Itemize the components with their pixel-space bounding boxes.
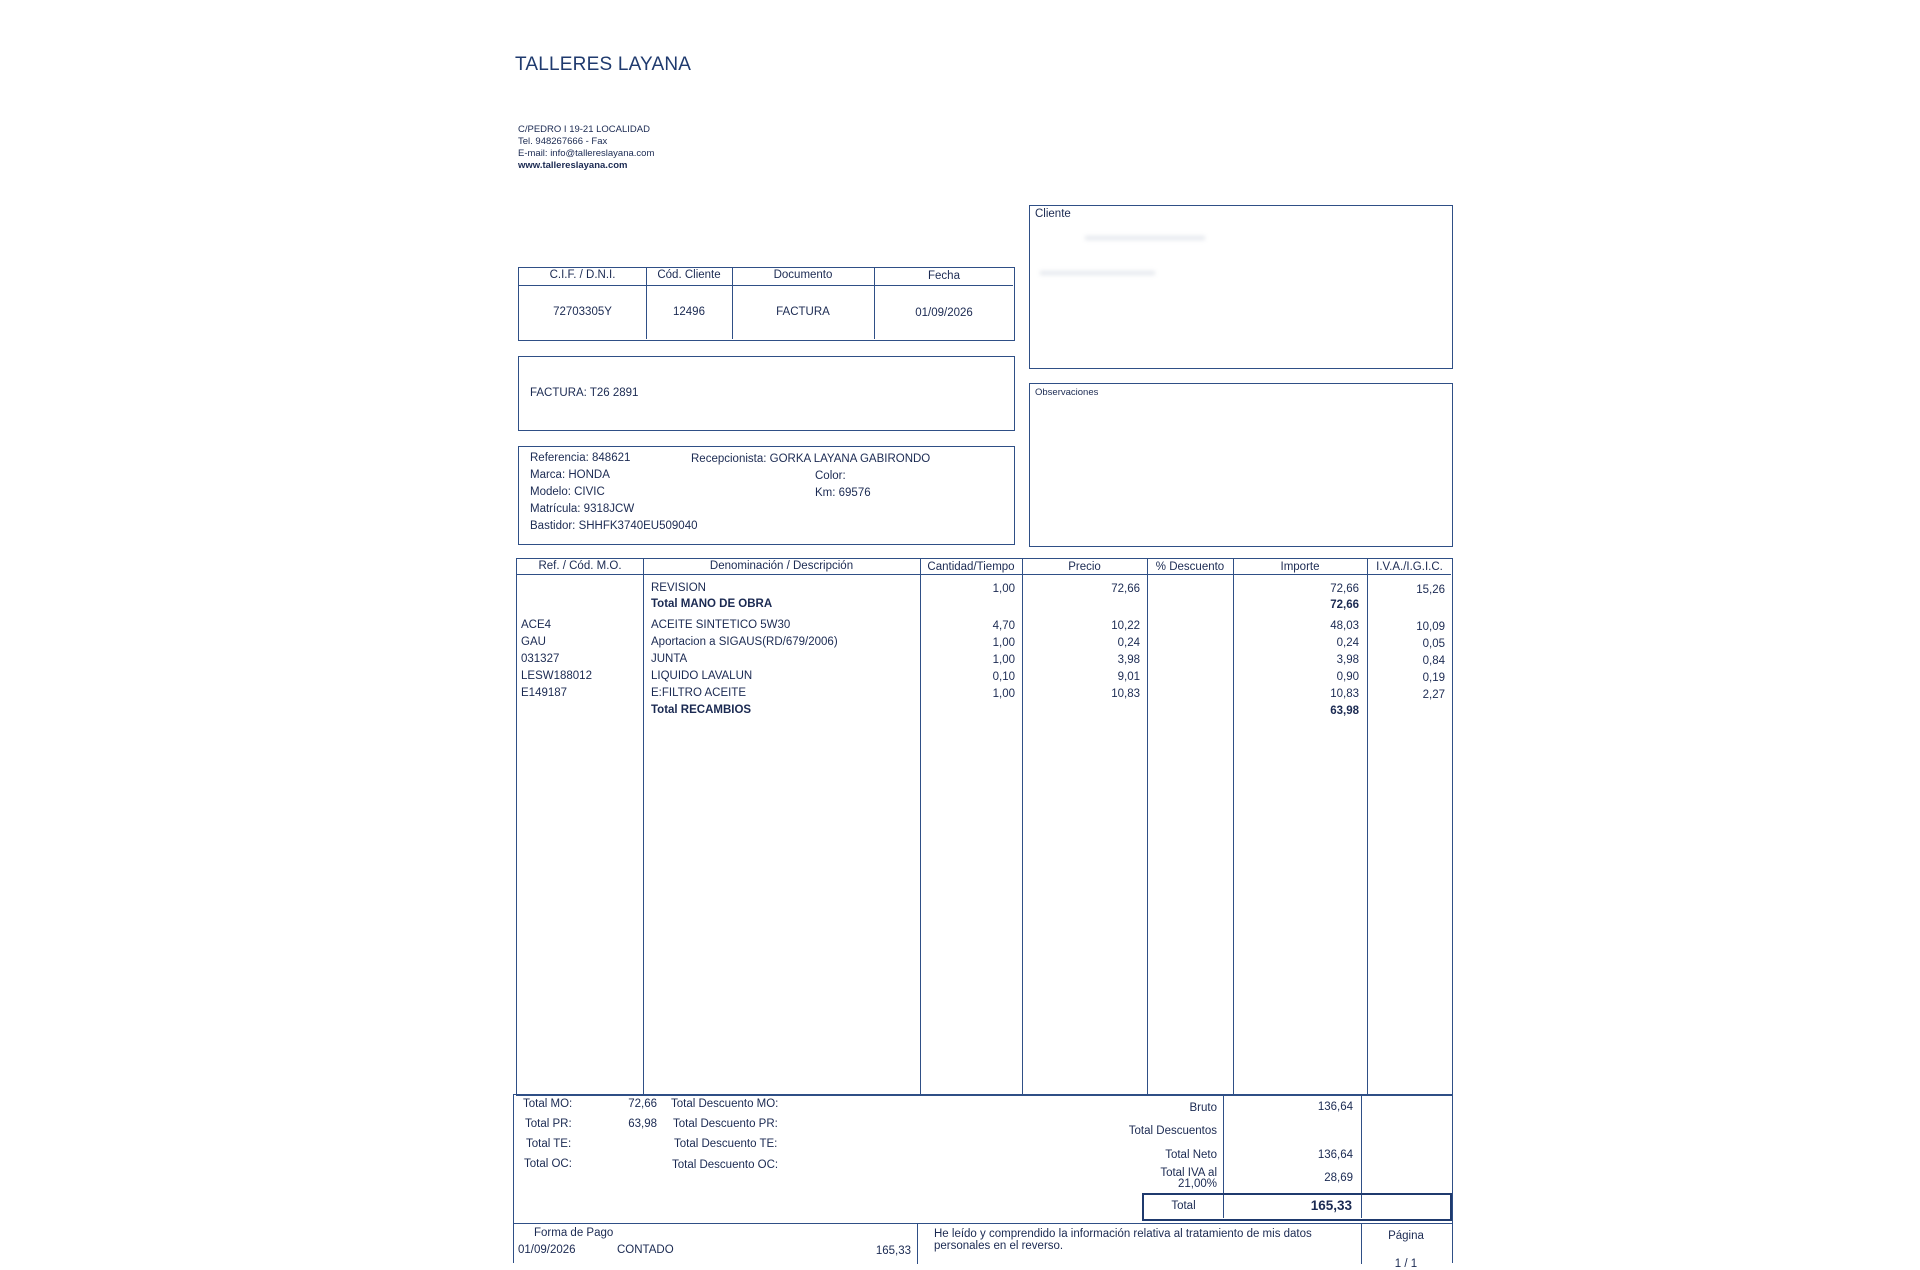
grand-total-label: Total: [1171, 1200, 1196, 1212]
row-desc: REVISION: [651, 582, 706, 594]
observations-label: Observaciones: [1035, 387, 1099, 398]
col-desc-header: Denominación / Descripción: [709, 560, 854, 572]
privacy-text-line1: He leído y comprendido la información relativa al tratamiento de mis datos: [934, 1228, 1312, 1240]
grand-total-box: [1142, 1193, 1452, 1221]
header-documento-label: Documento: [773, 269, 833, 281]
iva-rate: 21,00%: [1177, 1178, 1217, 1190]
company-phone: Tel. 948267666 - Fax: [518, 136, 608, 147]
row-qty: 1,00: [992, 654, 1015, 666]
vehicle-marca: Marca: HONDA: [530, 469, 610, 481]
vehicle-color: Color:: [815, 470, 846, 482]
total-pr-value: 63,98: [628, 1118, 657, 1130]
total-desc-te-label: Total Descuento TE:: [674, 1138, 778, 1150]
company-web: www.tallereslayana.com: [518, 160, 628, 171]
invoice-number: FACTURA: T26 2891: [530, 387, 639, 399]
total-mo-label: Total MO:: [523, 1098, 573, 1110]
row-ref: LESW188012: [521, 670, 592, 682]
client-box: [1029, 205, 1453, 369]
row-vat: 2,27: [1422, 689, 1445, 701]
iva-label: Total IVA al: [1160, 1167, 1217, 1179]
row-qty: 1,00: [992, 637, 1015, 649]
totals-section: [513, 1094, 1453, 1224]
row-desc: JUNTA: [651, 653, 688, 665]
bruto-value: 136,64: [1317, 1101, 1353, 1113]
row-desc: Aportacion a SIGAUS(RD/679/2006): [651, 636, 838, 648]
col-vat-header: I.V.A./I.G.I.C.: [1376, 561, 1443, 573]
header-cif-value: 72703305Y: [553, 306, 612, 318]
header-fecha-value: 01/09/2026: [915, 307, 973, 319]
header-cliente-value: 12496: [673, 306, 705, 318]
row-amount: 0,24: [1336, 637, 1359, 649]
subtotal-amount: 72,66: [1330, 599, 1359, 611]
subtotal-amount: 63,98: [1330, 705, 1359, 717]
header-documento-value: FACTURA: [776, 306, 830, 318]
row-vat: 0,19: [1422, 672, 1445, 684]
subtotal-desc: Total MANO DE OBRA: [651, 598, 773, 610]
row-price: 10,22: [1111, 620, 1140, 632]
row-desc: LIQUIDO LAVALUN: [651, 670, 753, 682]
col-ref-header: Ref. / Cód. M.O.: [538, 560, 622, 572]
client-label: Cliente: [1035, 208, 1071, 220]
row-amount: 72,66: [1330, 583, 1359, 595]
row-price: 0,24: [1117, 637, 1140, 649]
total-pr-label: Total PR:: [525, 1118, 572, 1130]
invoice-number-box: [518, 356, 1015, 431]
row-qty: 0,10: [992, 671, 1015, 683]
total-mo-value: 72,66: [628, 1098, 657, 1110]
row-ref: GAU: [521, 636, 546, 648]
lines-table: [516, 558, 1453, 1096]
header-cif-label: C.I.F. / D.N.I.: [549, 269, 616, 281]
forma-pago-label: Forma de Pago: [534, 1227, 614, 1239]
col-qty-header: Cantidad/Tiempo: [927, 561, 1015, 573]
row-vat: 15,26: [1416, 584, 1445, 596]
pago-tipo: CONTADO: [617, 1244, 674, 1256]
row-vat: 0,05: [1422, 638, 1445, 650]
vehicle-modelo: Modelo: CIVIC: [530, 486, 605, 498]
row-price: 72,66: [1111, 583, 1140, 595]
vehicle-referencia: Referencia: 848621: [530, 452, 631, 464]
header-cliente-label: Cód. Cliente: [657, 269, 721, 281]
company-email: E-mail: info@tallereslayana.com: [518, 148, 655, 159]
row-desc: E:FILTRO ACEITE: [651, 687, 746, 699]
row-ref: 031327: [521, 653, 560, 665]
neto-label: Total Neto: [1165, 1149, 1217, 1161]
company-address: C/PEDRO I 19-21 LOCALIDAD: [518, 124, 650, 135]
header-table: [518, 267, 1015, 341]
footer-section: [513, 1223, 1453, 1270]
pago-importe: 165,33: [875, 1245, 911, 1257]
iva-value: 28,69: [1324, 1172, 1353, 1184]
row-amount: 10,83: [1330, 688, 1359, 700]
total-desc-pr-label: Total Descuento PR:: [673, 1118, 778, 1130]
row-price: 10,83: [1111, 688, 1140, 700]
total-oc-label: Total OC:: [524, 1158, 572, 1170]
vehicle-bastidor: Bastidor: SHHFK3740EU509040: [530, 520, 698, 532]
client-redacted-line: [1040, 271, 1155, 275]
observations-box: [1029, 383, 1453, 547]
col-amount-header: Importe: [1280, 561, 1320, 573]
row-qty: 4,70: [992, 620, 1015, 632]
row-ref: E149187: [521, 687, 568, 699]
vehicle-matricula: Matrícula: 9318JCW: [530, 503, 635, 515]
total-te-label: Total TE:: [526, 1138, 572, 1150]
subtotal-desc: Total RECAMBIOS: [651, 704, 752, 716]
descuentos-label: Total Descuentos: [1128, 1125, 1217, 1137]
row-amount: 48,03: [1330, 620, 1359, 632]
vehicle-box: [518, 446, 1015, 545]
pagina-label: Página: [1388, 1230, 1424, 1242]
header-fecha-label: Fecha: [928, 270, 960, 282]
privacy-text-line2: personales en el reverso.: [934, 1240, 1064, 1252]
vehicle-km: Km: 69576: [815, 487, 871, 499]
company-name: TALLERES LAYANA: [515, 54, 692, 75]
row-desc: ACEITE SINTETICO 5W30: [651, 619, 791, 631]
row-price: 3,98: [1117, 654, 1140, 666]
total-desc-mo-label: Total Descuento MO:: [671, 1098, 779, 1110]
row-qty: 1,00: [992, 583, 1015, 595]
client-redacted-line: [1085, 236, 1205, 240]
row-qty: 1,00: [992, 688, 1015, 700]
col-price-header: Precio: [1068, 561, 1101, 573]
total-desc-oc-label: Total Descuento OC:: [672, 1159, 779, 1171]
col-disc-header: % Descuento: [1155, 561, 1225, 573]
row-price: 9,01: [1117, 671, 1140, 683]
row-vat: 10,09: [1416, 621, 1445, 633]
neto-value: 136,64: [1317, 1149, 1353, 1161]
pagina-value: 1 / 1: [1394, 1258, 1418, 1270]
row-vat: 0,84: [1422, 655, 1445, 667]
vehicle-recepcionista: Recepcionista: GORKA LAYANA GABIRONDO: [691, 453, 931, 465]
row-amount: 3,98: [1336, 654, 1359, 666]
bruto-label: Bruto: [1189, 1102, 1217, 1114]
row-ref: ACE4: [521, 619, 552, 631]
grand-total-value: 165,33: [1310, 1198, 1352, 1213]
row-amount: 0,90: [1336, 671, 1359, 683]
pago-fecha: 01/09/2026: [518, 1244, 576, 1256]
